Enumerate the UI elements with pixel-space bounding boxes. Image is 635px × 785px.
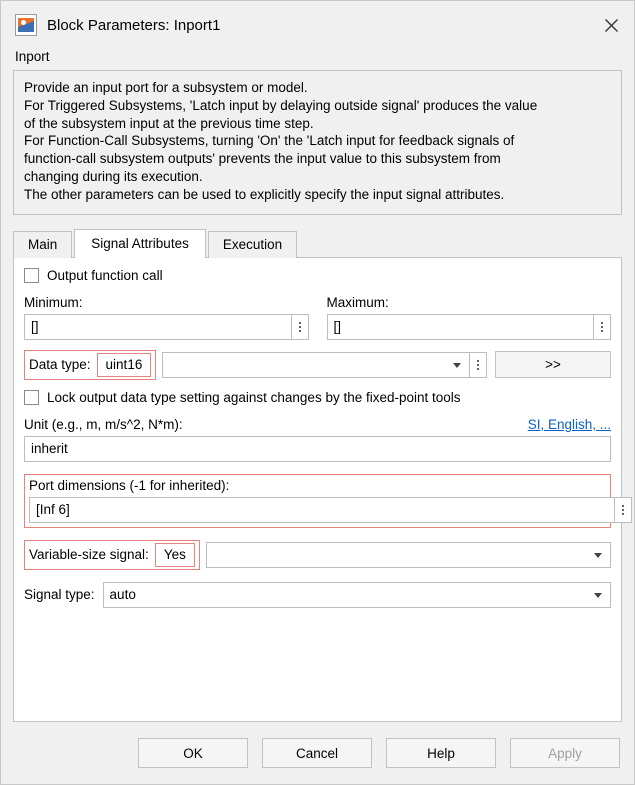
ok-button[interactable]: OK xyxy=(138,738,248,768)
chevron-down-icon xyxy=(594,553,602,558)
title-bar xyxy=(1,1,634,49)
port-dimensions-options-button[interactable] xyxy=(615,497,632,523)
maximum-label: Maximum: xyxy=(326,294,389,310)
minimum-group xyxy=(24,295,309,340)
lock-output-row[interactable] xyxy=(24,390,611,405)
tab-main[interactable]: Main xyxy=(13,231,72,258)
maximum-group xyxy=(327,295,612,340)
description-line: Provide an input port for a subsystem or model. xyxy=(24,80,308,95)
description-line: For Triggered Subsystems, 'Latch input by delaying outside signal' produces the value xyxy=(24,97,538,113)
variable-size-highlight xyxy=(24,540,200,570)
unit-header-row xyxy=(24,417,611,432)
tab-execution[interactable]: Execution xyxy=(208,231,297,258)
signal-type-select[interactable] xyxy=(103,582,611,608)
signal-attributes-panel xyxy=(13,258,622,722)
port-dimensions-label: Port dimensions (-1 for inherited): xyxy=(29,477,230,493)
output-function-call-label: Output function call xyxy=(47,267,163,283)
cancel-button[interactable]: Cancel xyxy=(262,738,372,768)
signal-type-label: Signal type: xyxy=(24,587,95,603)
chevron-down-icon xyxy=(453,363,461,368)
description-line: function-call subsystem outputs' prevents the input value to this subsystem from xyxy=(24,151,501,167)
help-button[interactable]: Help xyxy=(386,738,496,768)
data-type-highlight xyxy=(24,350,156,380)
maximum-input-wrap xyxy=(327,314,612,340)
data-type-label: Data type: xyxy=(29,357,91,373)
min-max-group xyxy=(24,295,611,340)
lock-output-label: Lock output data type setting against changes by the fixed-point tools xyxy=(47,389,461,405)
description-line: For Function-Call Subsystems, turning 'On' the 'Latch input for feedback signals of xyxy=(24,133,515,149)
description-line: changing during its execution. xyxy=(24,169,203,185)
output-function-call-checkbox[interactable] xyxy=(24,268,39,283)
port-dimensions-input-wrap xyxy=(29,497,610,523)
simulink-block-icon xyxy=(15,14,37,36)
description-box xyxy=(13,70,622,215)
minimum-input[interactable]: [] xyxy=(24,314,292,340)
maximum-input[interactable]: [] xyxy=(327,314,595,340)
description-line: The other parameters can be used to explicitly specify the input signal attributes. xyxy=(24,186,505,202)
port-dimensions-group xyxy=(24,474,611,528)
minimum-input-wrap xyxy=(24,314,309,340)
tab-signal-attributes[interactable]: Signal Attributes xyxy=(74,229,206,258)
maximum-options-button[interactable] xyxy=(594,314,611,340)
port-dimensions-input[interactable]: [Inf 6] xyxy=(29,497,615,523)
chevron-down-icon xyxy=(594,593,602,598)
close-icon[interactable] xyxy=(588,1,634,49)
block-type-label: Inport xyxy=(15,49,50,64)
signal-type-row xyxy=(24,582,611,608)
description-line: of the subsystem input at the previous time step. xyxy=(24,115,314,131)
data-type-select[interactable] xyxy=(162,352,470,378)
tab-bar xyxy=(13,227,622,258)
data-type-row xyxy=(24,350,611,380)
lock-output-checkbox[interactable] xyxy=(24,390,39,405)
variable-size-signal-value[interactable]: Yes xyxy=(155,543,195,567)
minimum-options-button[interactable] xyxy=(292,314,309,340)
minimum-label: Minimum: xyxy=(24,294,83,310)
dialog-content xyxy=(1,49,634,722)
window-title: Block Parameters: Inport1 xyxy=(47,16,221,34)
unit-label: Unit (e.g., m, m/s^2, N*m): xyxy=(24,416,183,432)
data-type-expand-button[interactable]: >> xyxy=(495,351,611,378)
variable-size-signal-select[interactable] xyxy=(206,542,611,568)
variable-size-signal-row xyxy=(24,540,611,570)
apply-button[interactable]: Apply xyxy=(510,738,620,768)
data-type-value[interactable]: uint16 xyxy=(97,353,152,377)
dialog-footer xyxy=(1,722,634,784)
unit-input[interactable]: inherit xyxy=(24,436,611,462)
unit-help-link[interactable]: SI, English, ... xyxy=(527,416,611,432)
data-type-options-button[interactable] xyxy=(470,352,487,378)
output-function-call-row[interactable] xyxy=(24,268,611,283)
variable-size-signal-label: Variable-size signal: xyxy=(29,547,149,563)
signal-type-value: auto xyxy=(109,587,136,603)
